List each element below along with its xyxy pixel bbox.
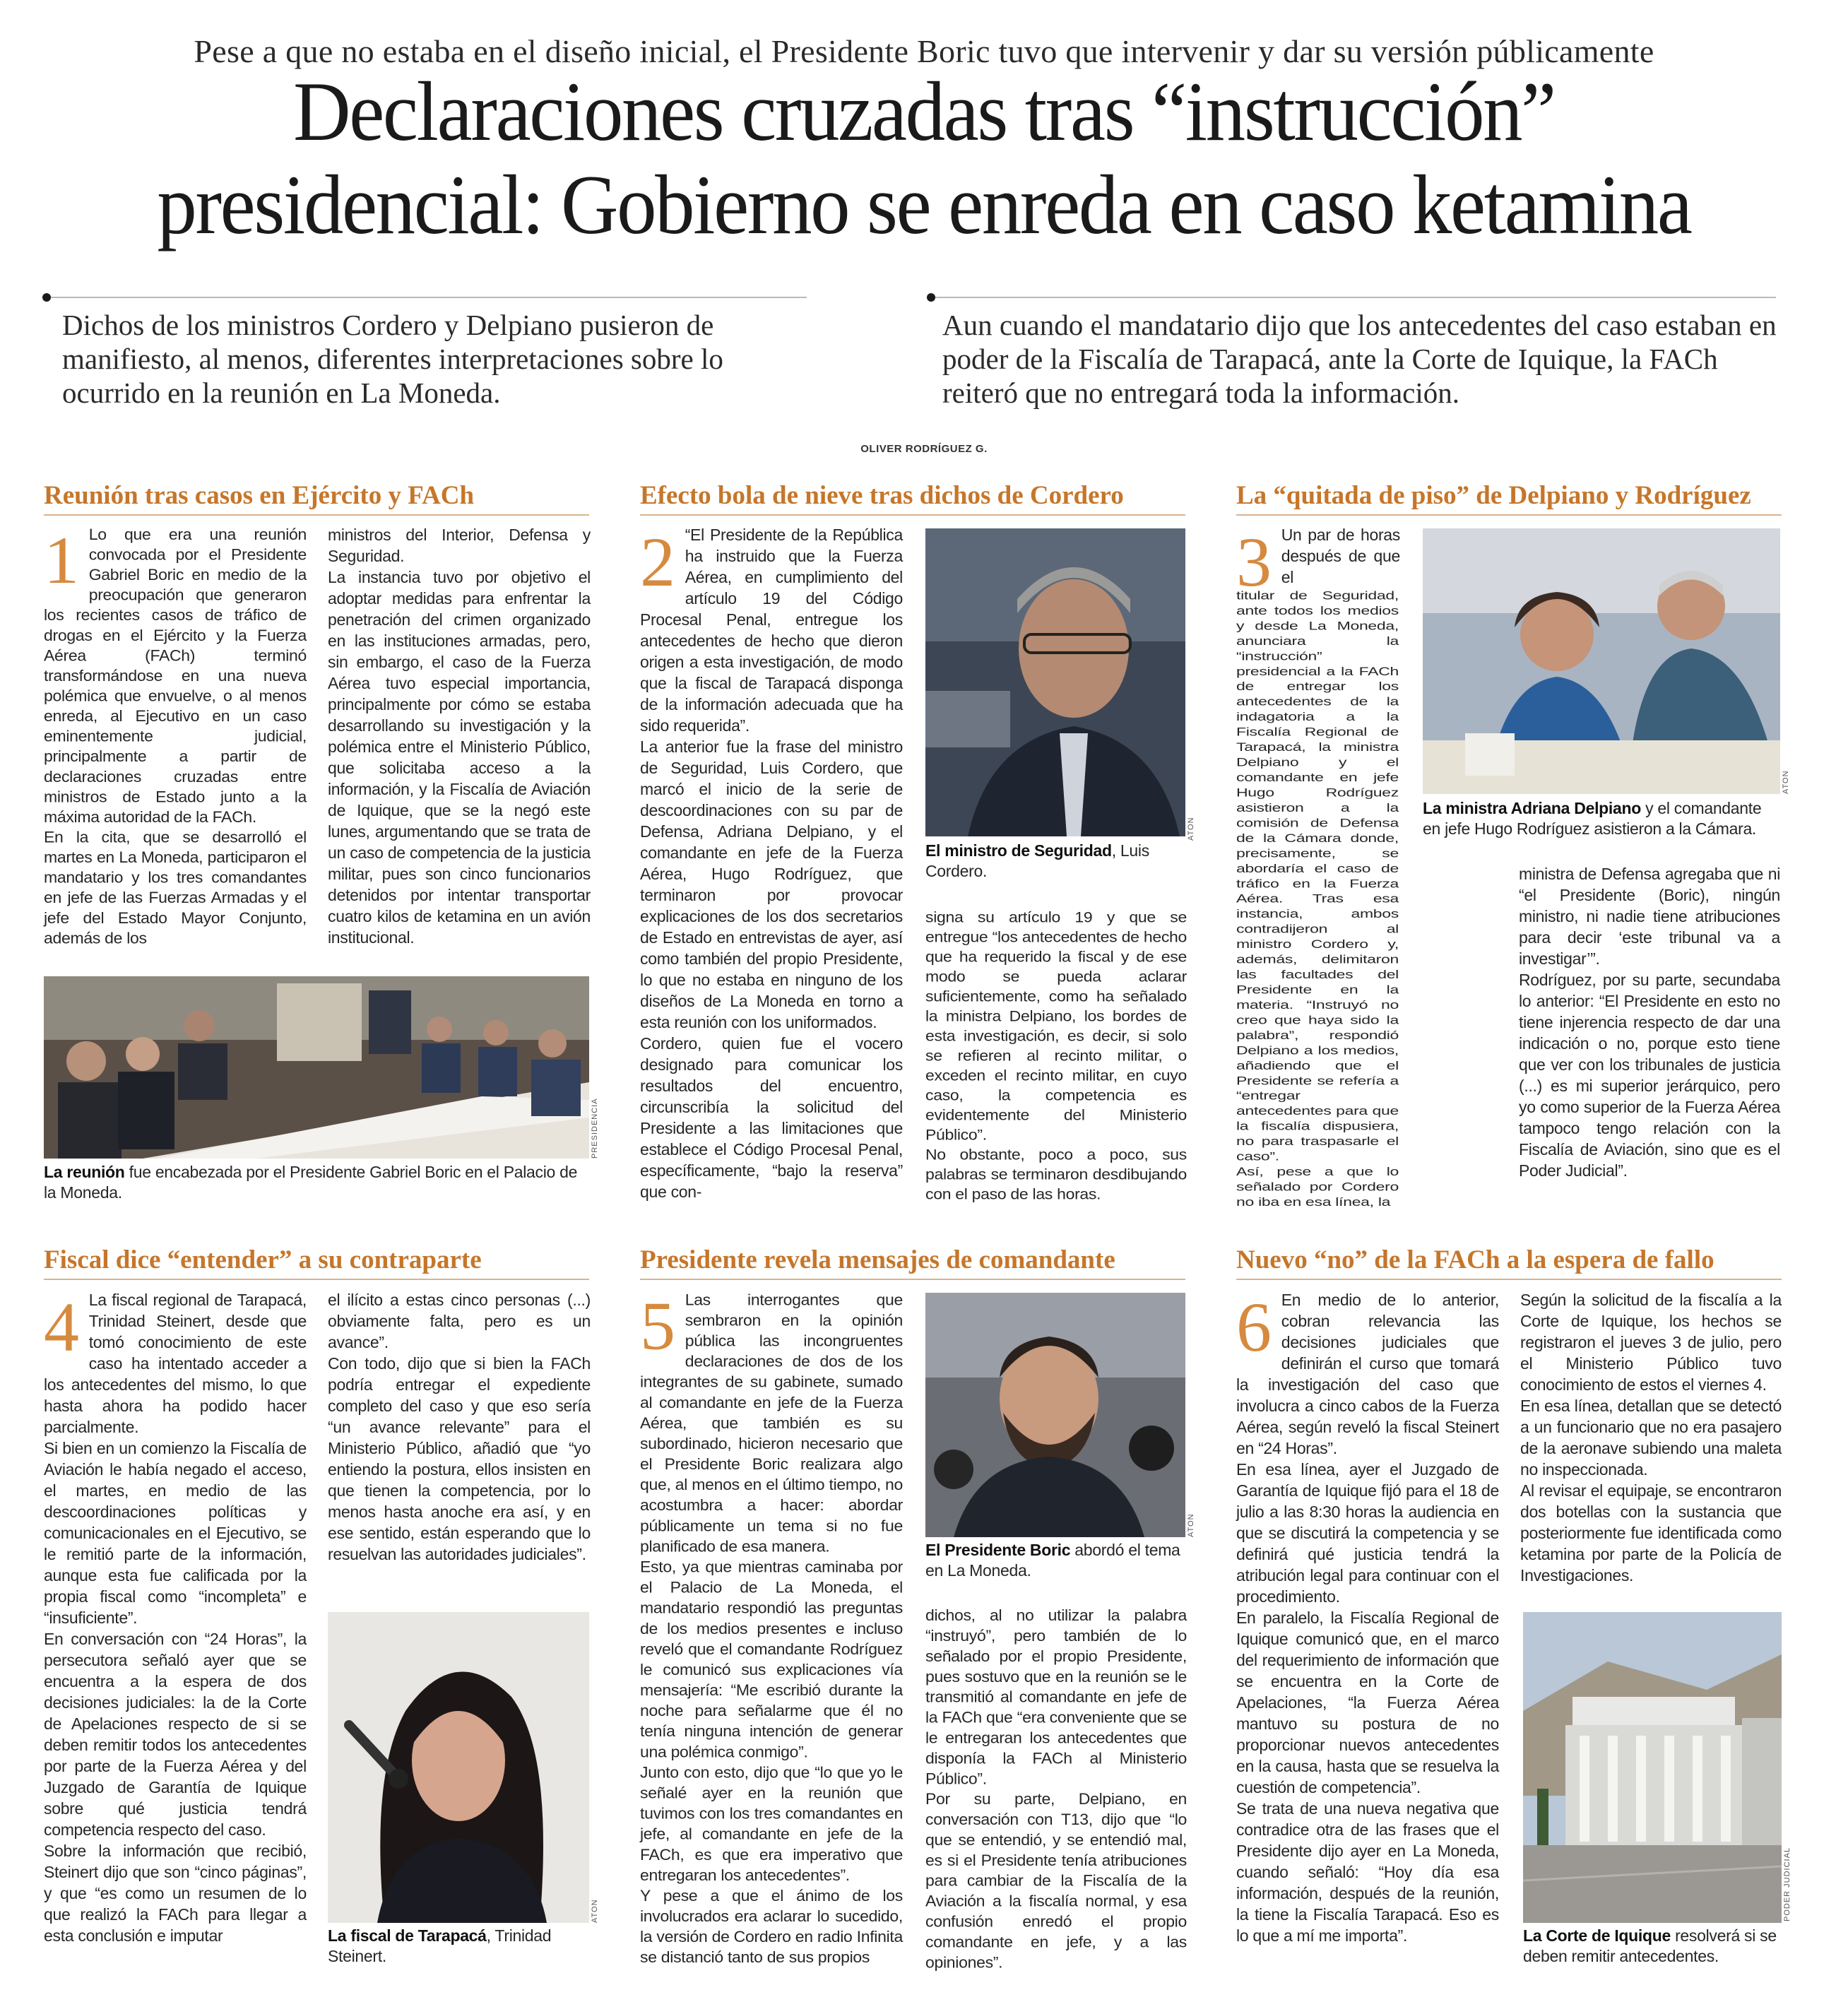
section-5-caption-text: abordó el tema en La Moneda. [925,1541,1180,1580]
section-5-photo [925,1293,1185,1537]
section-2-col-b [925,907,1187,1203]
section-1-caption-bold: La reunión [44,1163,125,1181]
section-1-text-a [44,524,307,948]
section-3-caption-text: y el comandante en jefe Hugo Rodríguez asistieron a la Cámara. [1423,799,1762,838]
section-6-text-a [1236,1289,1499,1946]
section-6-photo [1523,1612,1782,1923]
section-4-caption-text: , Trinidad Steinert. [328,1926,552,1965]
dek-right: Aun cuando el mandatario dijo que los antecedentes del caso estaban en poder de la Fiscalía de Tarapacá, ante la Corte de Iquique, la FACh reiteró que no entregará toda la información. [942,309,1777,409]
section-3-photo [1423,528,1780,794]
section-3-caption-bold: La ministra Adriana Delpiano [1423,799,1641,817]
section-4-number: 4 [44,1288,79,1366]
paragraph: ministros del Interior, Defensa y Seguridad. [328,526,591,565]
paragraph: Cordero, quien fue el vocero designado para comunicar los resultados del encuentro, circunscribía la solicitud del Presidente a las limitaciones que establece el Código Procesal Penal, específicamente, “bajo la reserva” que con- [640,1034,903,1201]
section-3-text-a-top: Un par de horas después de que el [1281,526,1400,586]
byline: OLIVER RODRÍGUEZ G. [860,443,988,455]
paragraph: Las interrogantes que sembraron en la opinión pública las incongruentes declaraciones de dos de los integrantes de su gabinete, sumado al comandante en jefe de la Fuerza Aérea, que también es su subordinado, hicieron necesario que el Presidente Boric realizara algo que, al menos en el último tiempo, no acostumbra a hacer: abordar públicamente un tema si no fue planificado de esa manera. [640,1290,903,1556]
section-5-title: Presidente revela mensajes de comandante [640,1245,1185,1280]
section-1-number: 1 [44,523,79,598]
section-5-text-a [640,1289,903,1967]
paragraph: La anterior fue la frase del ministro de Seguridad, Luis Cordero, que marcó el inicio de la serie de descoordinaciones con su par de Defensa, Adriana Delpiano, y el comandante en jefe de la Fuerza Aérea, Hugo Rodríguez, que terminaron por provocar explicaciones de los dos secretarios de Estado en entrevistas de ayer, así como también del propio Presidente, lo que no estaba en ninguno de los diseños de La Moneda en torno a esta reunión con los uniformados. [640,738,903,1031]
paragraph: Esto, ya que mientras caminaba por el Palacio de La Moneda, el mandatario respondió las preguntas de los medios presentes e incluso reveló que el comandante Rodríguez le comunicó sus explicaciones vía mensajería: “Me escribió durante la noche para señalarme que él no tenía ninguna intención de generar una polémica conmigo”. [640,1558,903,1761]
section-4-text-a [44,1289,307,1946]
section-2-number: 2 [640,523,675,601]
paragraph: Junto con esto, dijo que “lo que yo le señalé ayer en la reunión que tuvimos con los tres comandantes en jefe, al comandante en jefe de la FACh, es que era imperativo que entregaran los antecedentes”. [640,1763,903,1884]
section-4-title: Fiscal dice “entender” a su contraparte [44,1245,589,1280]
paragraph: En conversación con “24 Horas”, la persecutora señaló ayer que se encuentra a la espera de dos decisiones judiciales: la de la Corte de Apelaciones respecto de si se deben remitir todos los antecedentes por parte de la Fuerza Aérea y del Juzgado de Garantía de Iquique sobre qué justicia tendrá competencia respecto del caso. [44,1630,307,1839]
section-4-caption [328,1926,589,1967]
headline [82,65,1766,251]
headline-line-1: Declaraciones cruzadas tras “instrucción” [293,64,1555,158]
section-2-caption-bold: El ministro de Seguridad [925,841,1112,860]
section-5-col-a [640,1288,903,1967]
section-6-caption [1523,1926,1782,1967]
section-6-caption-bold: La Corte de Iquique [1523,1926,1671,1945]
section-3-number: 3 [1236,523,1272,601]
dek-right-bullet [927,293,935,302]
section-1-caption [44,1162,589,1203]
paragraph: Así, pese a que lo señalado por Cordero no iba en esa línea, la [1236,1165,1399,1209]
section-2-text-a [640,524,903,1202]
paragraph: el ilícito a estas cinco personas (...) obviamente falta, pero es un avance”. [328,1291,591,1351]
section-3-photo-credit: ATON [1782,770,1790,794]
paragraph: Y pese a que el ánimo de los involucrados era aclarar lo sucedido, la versión de Cordero en radio Infinita se distanció tanto de sus propios [640,1886,903,1967]
section-6-col-a [1236,1289,1499,1967]
section-4-photo [328,1612,589,1923]
paragraph: Según la solicitud de la fiscalía a la Corte de Iquique, los hechos se registraron el jueves 3 de julio, pero el Ministerio Público tuvo conocimiento de estos el viernes 4. [1520,1291,1782,1394]
section-3-caption [1423,798,1780,839]
section-1-photo-credit: PRESIDENCIA [591,1098,599,1159]
section-2-photo-credit: ATON [1187,817,1195,841]
section-4-photo-credit: ATON [591,1899,599,1923]
paragraph: No obstante, poco a poco, sus palabras se terminaron desdibujando con el paso de las horas. [925,1145,1187,1203]
section-6-title: Nuevo “no” de la FACh a la espera de fallo [1236,1245,1782,1280]
section-2-col-a [640,524,903,1202]
section-1-title: Reunión tras casos en Ejército y FACh [44,480,589,516]
section-6-col-b [1520,1289,1782,1593]
paragraph: En esa línea, ayer el Juzgado de Garantía de Iquique fijó para el 18 de julio a las 8:30 horas la audiencia en que se discutirá la competencia y se definirá qué justicia tendrá la atribución legal para continuar con el procedimiento. [1236,1460,1499,1606]
paragraph: ministra de Defensa agregaba que ni “el Presidente (Boric), ningún ministro, ni nadie tiene atribuciones para decir ‘este tribunal va a investigar’”. [1519,865,1780,968]
section-4-caption-bold: La fiscal de Tarapacá [328,1926,487,1945]
section-3-col-b [1519,863,1780,1209]
paragraph: Al revisar el equipaje, se encontraron dos botellas con la sustancia que posteriormente fue identificada como ketamina por parte de la Policía de Investigaciones. [1520,1481,1782,1585]
paragraph: En la cita, que se desarrolló el martes en La Moneda, participaron el mandatario y los tres comandantes en jefe de las Fuerzas Armadas y el jefe del Estado Mayor Conjunto, además de los [44,828,307,947]
paragraph: En medio de lo anterior, cobran relevancia las decisiones judiciales que definirán el curso que tomará la investigación del caso que involucra a cinco cabos de la Fuerza Aérea, según reveló la fiscal Steinert en “24 Horas”. [1236,1291,1499,1457]
paragraph: La instancia tuvo por objetivo el adoptar medidas para enfrentar la penetración del crimen organizado en las instituciones armadas, pero, sin embargo, el caso de la Fuerza Aérea tuvo especial importancia, principalmente por cómo se estaba desarrollando su investigación y la polémica entre el Ministerio Público, que solicitaba acceso a la información, y la Fiscalía de Aviación de Iquique, que se la negó este lunes, argumentando que se trata de un caso de competencia de la justicia militar, pues son cinco funcionarios detenidos por intentar transportar cuatro kilos de ketamina en un avión institucional. [328,568,591,947]
section-2-title: Efecto bola de nieve tras dichos de Cordero [640,480,1185,516]
section-1-caption-text: fue encabezada por el Presidente Gabriel Boric en el Palacio de la Moneda. [44,1163,578,1202]
dek-left-rule [51,297,807,298]
paragraph: Con todo, dijo que si bien la FACh podría entregar el expediente completo del caso y que eso sería “un avance relevante” para el Ministerio Público, añadió que “yo entiendo la postura, ellos insisten en que tienen la competencia, por lo menos hasta anoche era así, y en ese sentido, están esperando que lo resuelvan las autoridades judiciales”. [328,1354,591,1563]
paragraph: La fiscal regional de Tarapacá, Trinidad Steinert, desde que tomó conocimiento de este caso ha intentado acceder a los antecedentes del mismo, lo que hasta ahora ha podido hacer parcialmente. [44,1291,307,1436]
paragraph: Por su parte, Delpiano, en conversación con T13, dijo que “lo que se entendió, y se entendió mal, es si el Presidente tenía atribuciones para cambiar de la Fiscalía de la Aviación a la fiscalía normal, y esa confusión enredó el propio comandante en jefe, y a las opiniones”. [925,1789,1187,1972]
headline-line-2: presidencial: Gobierno se enreda en caso ketamina [157,158,1691,251]
dek-left-bullet [42,293,51,302]
section-5-col-b [925,1605,1187,1972]
section-6-photo-credit: PODER JUDICIAL [1783,1847,1791,1921]
paragraph: Si bien en un comienzo la Fiscalía de Aviación le había negado el acceso, el martes, en medio de las descoordinaciones políticas y comunicacionales en el Ejecutivo, se le remitió parte de la información, aunque esta fue calificada por la propia fiscal como “incompleta” e “insuficiente”. [44,1439,307,1627]
section-1-photo [44,976,589,1159]
paragraph: “El Presidente de la República ha instruido que la Fuerza Aérea, en cumplimiento del artículo 19 del Código Procesal Penal, entregue los antecedentes de hecho que dieron origen a esta investigación, de modo que la fiscal de Tarapacá disponga de la información adecuada que ha sido requerida”. [640,526,903,735]
kicker: Pese a que no estaba en el diseño inicial, el Presidente Boric tuvo que intervenir y dar su versión públicamente [194,33,1654,69]
section-1-col-b [328,524,591,948]
paragraph: Lo que era una reunión convocada por el Presidente Gabriel Boric en medio de la preocupación que generaron los recientes casos de tráfico de drogas en el Ejército y la Fuerza Aérea (FACh) terminó transformándose en una nueva polémica que envuelve, o al menos enreda, al Ejecutivo en un caso eminentemente judicial, principalmente a partir de declaraciones cruzadas entre ministros de Estado junto a la máxima autoridad de la FACh. [44,525,307,826]
section-2-photo [925,528,1185,836]
section-2-caption-text: , Luis Cordero. [925,841,1149,880]
section-5-caption [925,1540,1187,1581]
section-5-number: 5 [640,1288,675,1364]
paragraph: titular de Seguridad, ante todos los medios y desde La Moneda, anunciara la “instrucción” presidencial a la FACh de entregar los antecedentes de la indagatoria a la Fiscalía Regional de Tarapacá, la ministra Delpiano y el comandante en jefe Hugo Rodríguez asistieron a la comisión de Defensa de la Cámara donde, precisamente, se abordaría el caso de tráfico en la Fuerza Aérea. Tras esa instancia, ambos contradijeron al ministro Cordero y, además, delimitaron las facultades del Presidente en la materia. “Instruyó no creo que haya sido la palabra”, respondió Delpiano a los medios, añadiendo que el Presidente se refería a “entregar antecedentes para que la fiscalía dispusiera, no para traspasarle el caso”. [1236,588,1399,1163]
paragraph: En paralelo, la Fiscalía Regional de Iquique comunicó que, en el marco del requerimiento de información que se encuentra en la Corte de Apelaciones, “la Fuerza Aérea mantuvo su postura de no proporcionar nuevos antecedentes en la causa, hasta que se resuelva la cuestión de competencia”. [1236,1609,1499,1796]
section-5-photo-credit: ATON [1187,1513,1195,1537]
section-4-col-a [44,1289,307,1967]
section-1-col-a [44,523,307,947]
paragraph: Rodríguez, por su parte, secundaba lo anterior: “El Presidente en esto no tiene injerencia respecto de dar una indicación o no, porque esto tiene que ver con los tribunales de justicia (...) es mi superior jerárquico, pero yo como superior de la Fuerza Aérea tampoco tengo relación con la Fiscalía de Aviación, sino que es el Poder Judicial”. [1519,971,1780,1180]
section-6-caption-text: resolverá si se deben remitir antecedentes. [1523,1926,1777,1965]
paragraph: Sobre la información que recibió, Steinert dijo que son “cinco páginas”, y que “es como un resumen de lo que realizó la FACh para llegar a esta conclusión e imputar [44,1842,307,1945]
section-5-caption-bold: El Presidente Boric [925,1541,1071,1559]
paragraph: signa su artículo 19 y que se entregue “los antecedentes de hecho que ha requerido la fiscal y de ese modo se pueda aclarar suficientemente, como ha señalado la ministra Delpiano, los bordes de esta investigación, es decir, si solo se refieren al recinto militar, o exceden el recinto militar, en cuyo caso, la competencia es evidentemente del Ministerio Público”. [925,908,1187,1144]
section-6-number: 6 [1236,1288,1272,1366]
section-3-title: La “quitada de piso” de Delpiano y Rodríguez [1236,480,1782,516]
dek-left: Dichos de los ministros Cordero y Delpiano pusieron de manifiesto, al menos, diferentes interpretaciones sobre lo ocurrido en la reunión en La Moneda. [62,309,723,409]
paragraph: Se trata de una nueva negativa que contradice otra de las frases que el Presidente dijo ayer en La Moneda, cuando señaló: “Hoy día esa información, después de la reunión, la tiene la Fiscalía Tarapacá. Eso es lo que a mí me importa”. [1236,1799,1499,1945]
paragraph: En esa línea, detallan que se detectó a un funcionario que no era pasajero de la aeronave subiendo una maleta no inspeccionada. [1520,1397,1782,1479]
paragraph: dichos, al no utilizar la palabra “instruyó”, pero también de lo señalado por el propio Presidente, pues sostuvo que en la reunión se le transmitió al comandante en jefe de la FACh que “era conveniente que se le entregaran los antecedentes que disponía la FACh al Ministerio Público”. [925,1606,1187,1788]
section-2-caption [925,841,1187,882]
dek-right-rule [935,297,1776,298]
section-3-col-a [1236,588,1399,1209]
section-4-col-b [328,1289,591,1586]
